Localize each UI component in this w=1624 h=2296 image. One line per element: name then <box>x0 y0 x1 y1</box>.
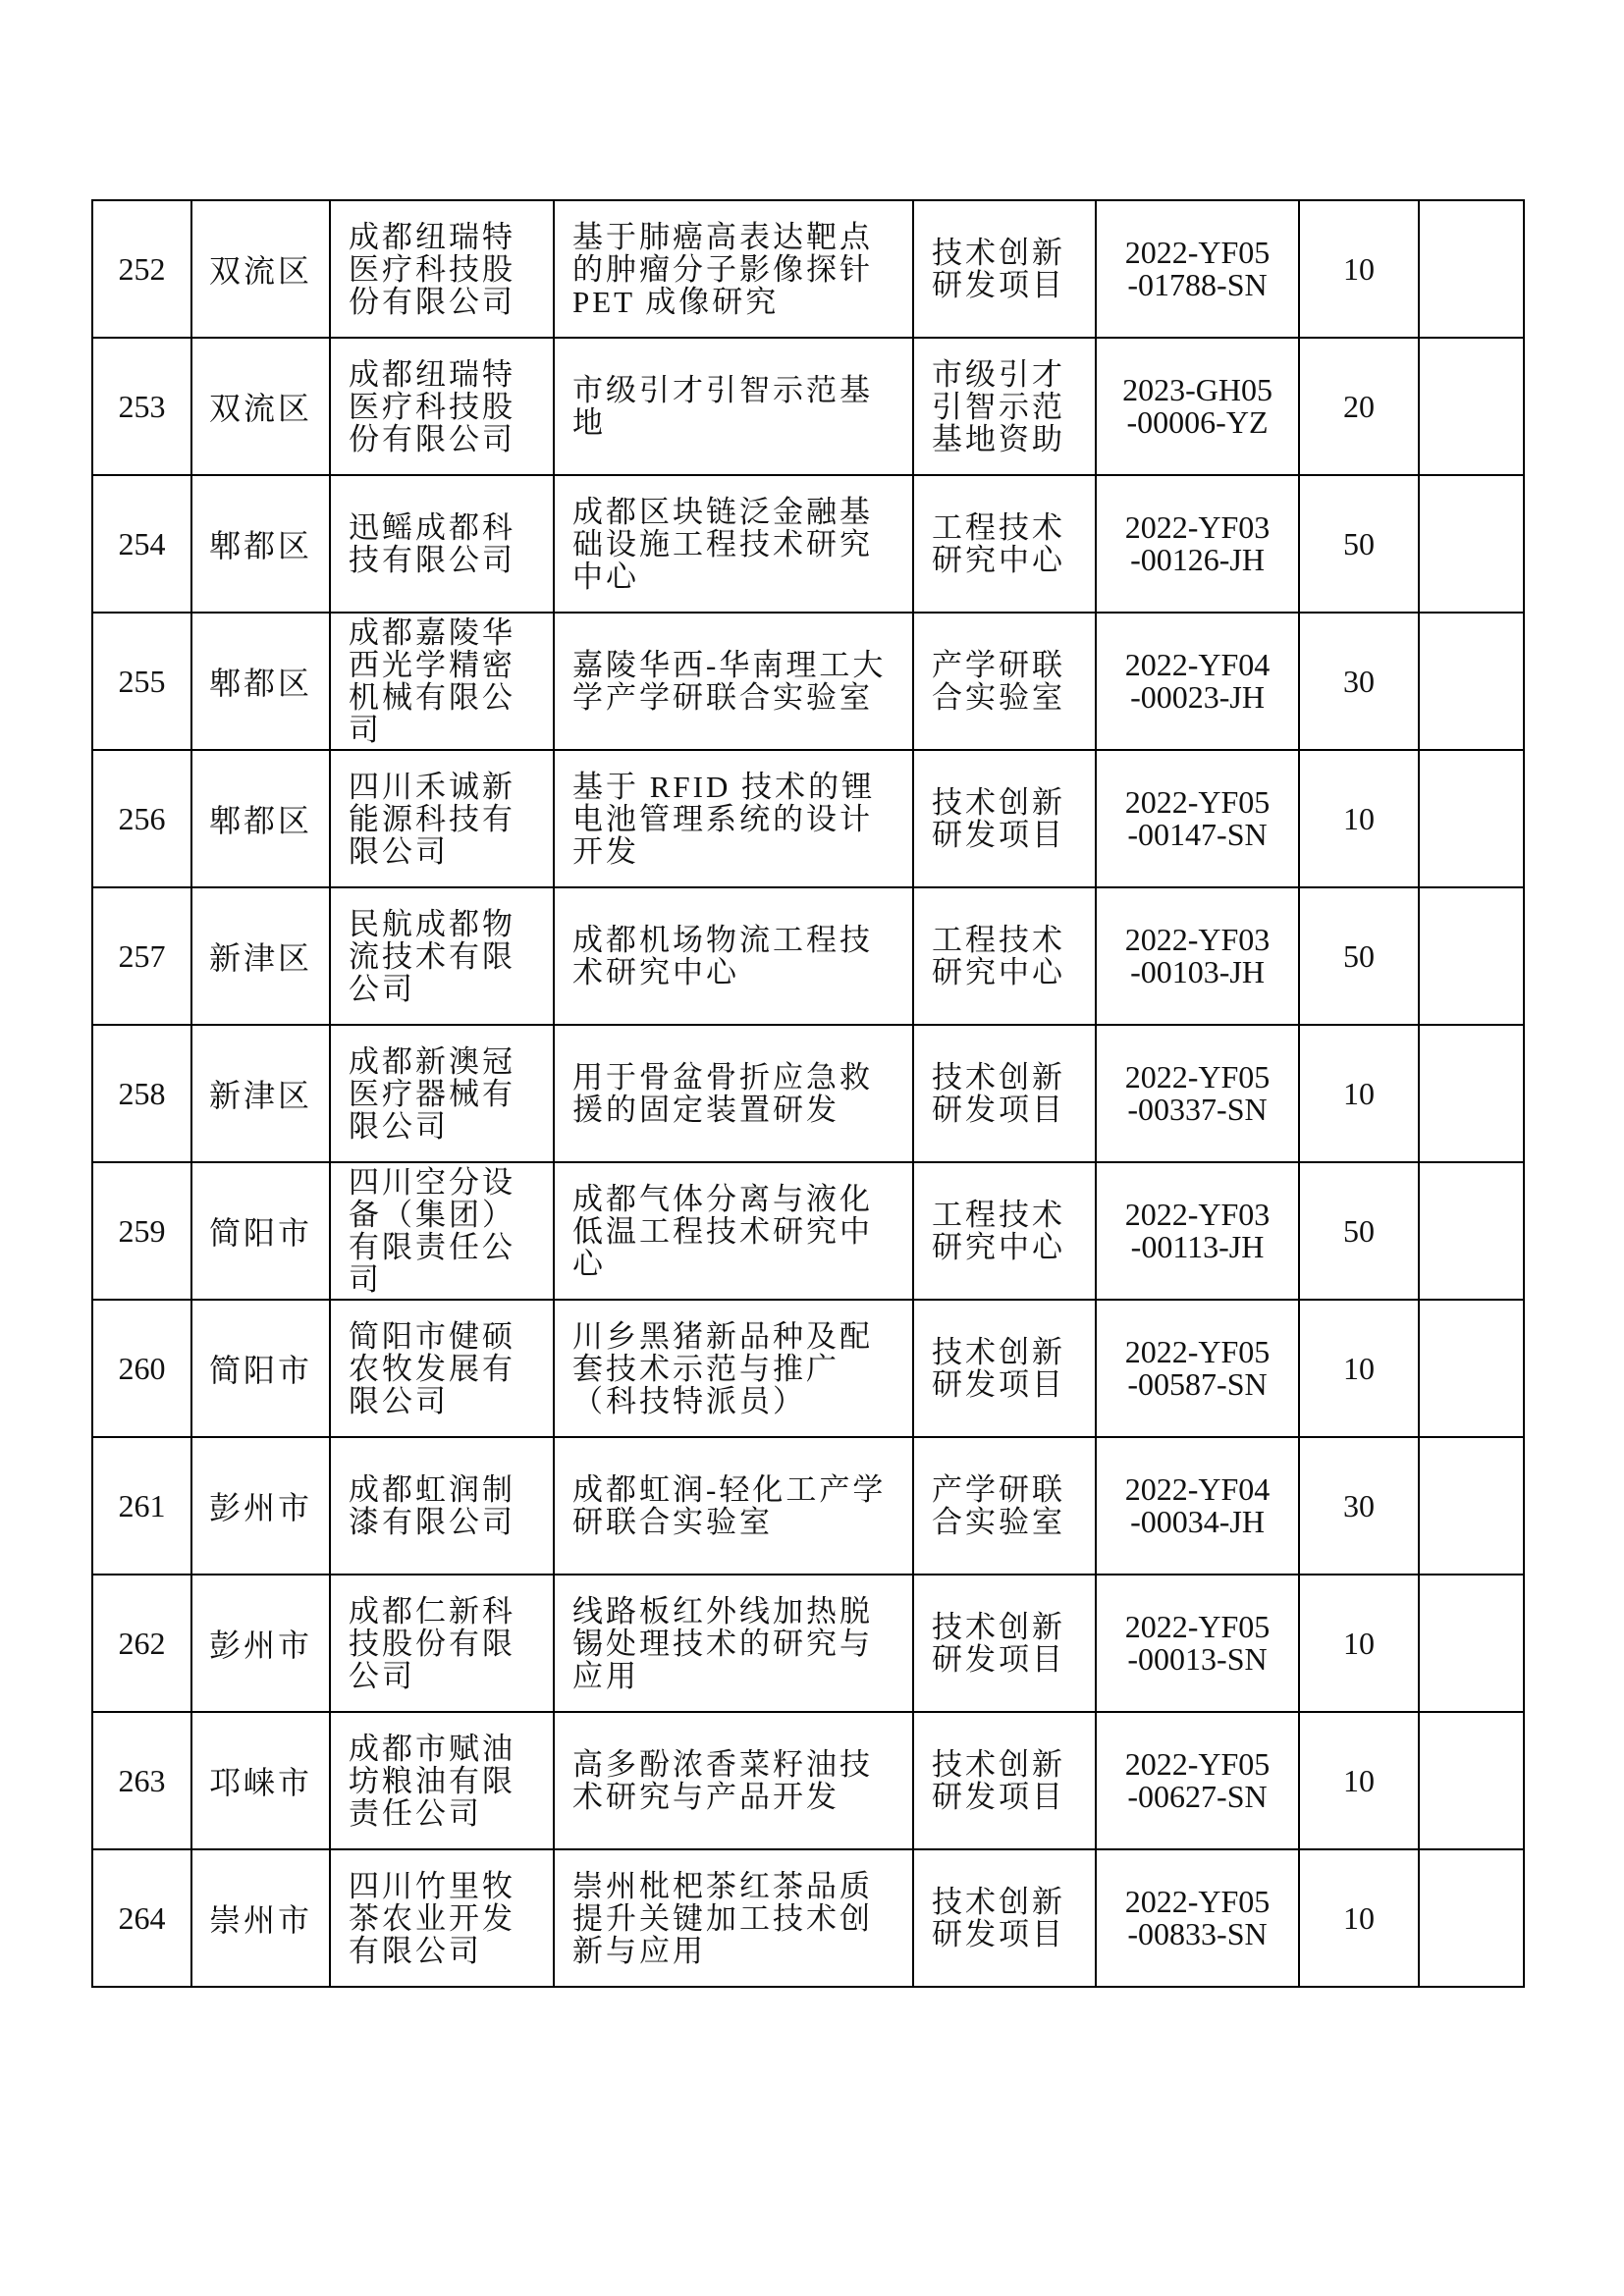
project-code-part-2: -00126-JH <box>1130 542 1265 577</box>
company-name: 成都仁新科技股份有限公司 <box>349 1593 515 1693</box>
project-code-part-1: 2022-YF05 <box>1124 1746 1271 1782</box>
company-cell <box>330 475 554 613</box>
company-cell <box>330 1712 554 1849</box>
company-cell <box>330 750 554 887</box>
table-row <box>92 1162 1524 1300</box>
project-name: 高多酚浓香菜籽油技术研究与产品开发 <box>572 1747 873 1814</box>
project-type-cell <box>913 887 1096 1025</box>
project-type-cell <box>913 200 1096 338</box>
district-name: 郫都区 <box>208 666 312 701</box>
remarks-cell <box>1419 1712 1524 1849</box>
project-type: 技术创新研发项目 <box>932 1060 1065 1127</box>
district-name: 双流区 <box>208 253 312 289</box>
project-type-cell <box>913 1300 1096 1437</box>
row-number: 259 <box>118 1212 166 1249</box>
project-code-part-1: 2022-YF05 <box>1124 1059 1271 1095</box>
project-name: 成都气体分离与液化低温工程技术研究中心 <box>572 1181 873 1281</box>
district-name: 彭州市 <box>208 1490 312 1525</box>
row-number: 252 <box>118 250 166 287</box>
funding-amount: 10 <box>1343 1350 1375 1386</box>
district-name: 双流区 <box>208 391 312 426</box>
funding-amount: 30 <box>1343 1487 1375 1523</box>
company-cell <box>330 613 554 750</box>
company-cell <box>330 338 554 475</box>
company-name: 成都虹润制漆有限公司 <box>349 1472 515 1539</box>
project-type-cell <box>913 1712 1096 1849</box>
row-number: 255 <box>118 663 166 699</box>
district-cell <box>191 1849 330 1987</box>
company-name: 四川竹里牧茶农业开发有限公司 <box>349 1868 515 1968</box>
project-type: 技术创新研发项目 <box>932 1335 1065 1402</box>
project-type-cell <box>913 338 1096 475</box>
project-name: 崇州枇杷茶红茶品质提升关键加工技术创新与应用 <box>572 1868 873 1968</box>
funding-amount-cell <box>1299 200 1419 338</box>
project-code-part-1: 2022-YF04 <box>1124 647 1271 682</box>
funding-amount-cell <box>1299 1712 1419 1849</box>
row-number-cell <box>92 338 191 475</box>
remarks-cell <box>1419 1437 1524 1575</box>
project-code-part-2: -00833-SN <box>1127 1916 1268 1951</box>
table-row <box>92 1437 1524 1575</box>
remarks-cell <box>1419 1300 1524 1437</box>
table-row <box>92 887 1524 1025</box>
project-code-part-1: 2022-YF05 <box>1124 1884 1271 1919</box>
project-name: 基于 RFID 技术的锂电池管理系统的设计开发 <box>572 769 876 869</box>
project-funding-table <box>91 199 1525 1988</box>
remarks-cell <box>1419 338 1524 475</box>
district-name: 邛崃市 <box>208 1765 312 1800</box>
project-type: 技术创新研发项目 <box>932 1610 1065 1677</box>
row-number-cell <box>92 200 191 338</box>
document-page <box>91 199 1525 1988</box>
district-name: 郫都区 <box>208 803 312 838</box>
row-number: 260 <box>118 1350 166 1386</box>
project-name: 成都机场物流工程技术研究中心 <box>572 923 873 989</box>
project-name: 嘉陵华西-华南理工大学产学研联合实验室 <box>572 648 887 715</box>
project-type: 技术创新研发项目 <box>932 236 1065 302</box>
table-row <box>92 338 1524 475</box>
project-code-cell <box>1096 475 1299 613</box>
company-name: 四川空分设备（集团）有限责任公司 <box>349 1165 515 1297</box>
project-cell <box>554 1025 913 1162</box>
funding-amount: 10 <box>1343 1075 1375 1111</box>
district-cell <box>191 613 330 750</box>
funding-amount-cell <box>1299 475 1419 613</box>
district-name: 新津区 <box>208 1078 312 1113</box>
remarks-cell <box>1419 1025 1524 1162</box>
district-cell <box>191 1575 330 1712</box>
remarks-cell <box>1419 887 1524 1025</box>
district-cell <box>191 1437 330 1575</box>
project-code-part-2: -01788-SN <box>1127 267 1268 302</box>
funding-amount: 10 <box>1343 1762 1375 1798</box>
remarks-cell <box>1419 613 1524 750</box>
table-row <box>92 1712 1524 1849</box>
row-number-cell <box>92 475 191 613</box>
project-code-part-2: -00023-JH <box>1130 679 1265 715</box>
project-code-cell <box>1096 1025 1299 1162</box>
table-row <box>92 750 1524 887</box>
table-row <box>92 1300 1524 1437</box>
funding-amount-cell <box>1299 1575 1419 1712</box>
district-cell <box>191 1025 330 1162</box>
remarks-cell <box>1419 475 1524 613</box>
project-code-cell <box>1096 1162 1299 1300</box>
company-name: 成都嘉陵华西光学精密机械有限公司 <box>349 615 515 747</box>
project-name: 基于肺癌高表达靶点的肿瘤分子影像探针PET 成像研究 <box>572 219 873 319</box>
row-number: 253 <box>118 388 166 424</box>
project-code-part-2: -00006-YZ <box>1126 404 1269 440</box>
row-number-cell <box>92 750 191 887</box>
project-code-part-2: -00337-SN <box>1127 1092 1268 1127</box>
remarks-cell <box>1419 1162 1524 1300</box>
funding-amount: 50 <box>1343 1212 1375 1249</box>
project-cell <box>554 338 913 475</box>
project-cell <box>554 750 913 887</box>
remarks-cell <box>1419 200 1524 338</box>
project-code-part-1: 2022-YF04 <box>1124 1471 1271 1507</box>
project-code-part-1: 2022-YF05 <box>1124 1609 1271 1644</box>
project-type: 市级引才引智示范基地资助 <box>932 356 1065 456</box>
project-type-cell <box>913 750 1096 887</box>
row-number-cell <box>92 1712 191 1849</box>
funding-amount-cell <box>1299 750 1419 887</box>
project-code-part-1: 2022-YF03 <box>1124 1197 1271 1232</box>
company-name: 成都新澳冠医疗器械有限公司 <box>349 1043 515 1144</box>
district-cell <box>191 887 330 1025</box>
remarks-cell <box>1419 1849 1524 1987</box>
project-type-cell <box>913 475 1096 613</box>
company-cell <box>330 1575 554 1712</box>
district-name: 简阳市 <box>208 1215 312 1251</box>
project-code-cell <box>1096 200 1299 338</box>
project-type: 工程技术研究中心 <box>932 510 1065 577</box>
project-cell <box>554 1712 913 1849</box>
project-code-cell <box>1096 1849 1299 1987</box>
row-number: 254 <box>118 525 166 561</box>
funding-amount: 50 <box>1343 525 1375 561</box>
district-cell <box>191 200 330 338</box>
project-cell <box>554 200 913 338</box>
district-cell <box>191 1712 330 1849</box>
project-type-cell <box>913 1849 1096 1987</box>
project-type: 技术创新研发项目 <box>932 1747 1065 1814</box>
row-number: 263 <box>118 1762 166 1798</box>
project-cell <box>554 1437 913 1575</box>
project-code-part-1: 2023-GH05 <box>1122 372 1272 407</box>
project-cell <box>554 1849 913 1987</box>
project-type-cell <box>913 613 1096 750</box>
district-cell <box>191 1300 330 1437</box>
funding-amount-cell <box>1299 1437 1419 1575</box>
district-name: 崇州市 <box>208 1902 312 1938</box>
project-cell <box>554 887 913 1025</box>
project-code-part-2: -00013-SN <box>1127 1641 1268 1677</box>
district-cell <box>191 338 330 475</box>
company-cell <box>330 1300 554 1437</box>
project-code-part-2: -00103-JH <box>1130 954 1265 989</box>
company-cell <box>330 1162 554 1300</box>
project-type: 产学研联合实验室 <box>932 648 1065 715</box>
funding-amount-cell <box>1299 1849 1419 1987</box>
row-number-cell <box>92 1575 191 1712</box>
project-cell <box>554 1300 913 1437</box>
company-cell <box>330 887 554 1025</box>
district-cell <box>191 1162 330 1300</box>
table-body <box>92 200 1524 1987</box>
company-cell <box>330 1025 554 1162</box>
company-name: 成都纽瑞特医疗科技股份有限公司 <box>349 219 515 319</box>
row-number-cell <box>92 1437 191 1575</box>
project-code-cell <box>1096 750 1299 887</box>
project-code-part-1: 2022-YF05 <box>1124 784 1271 820</box>
table-row <box>92 200 1524 338</box>
project-code-part-2: -00034-JH <box>1130 1504 1265 1539</box>
funding-amount: 50 <box>1343 937 1375 974</box>
row-number: 256 <box>118 800 166 836</box>
project-code-cell <box>1096 338 1299 475</box>
project-type: 产学研联合实验室 <box>932 1472 1065 1539</box>
project-cell <box>554 613 913 750</box>
funding-amount: 10 <box>1343 1625 1375 1661</box>
table-row <box>92 1025 1524 1162</box>
project-code-part-1: 2022-YF03 <box>1124 509 1271 545</box>
funding-amount-cell <box>1299 1300 1419 1437</box>
table-row <box>92 1849 1524 1987</box>
project-code-cell <box>1096 1437 1299 1575</box>
company-cell <box>330 1437 554 1575</box>
project-name: 成都区块链泛金融基础设施工程技术研究中心 <box>572 494 873 594</box>
project-code-part-1: 2022-YF03 <box>1124 922 1271 957</box>
project-code-part-2: -00587-SN <box>1127 1366 1268 1402</box>
project-type-cell <box>913 1025 1096 1162</box>
project-type: 技术创新研发项目 <box>932 1885 1065 1951</box>
project-code-cell <box>1096 887 1299 1025</box>
row-number-cell <box>92 1025 191 1162</box>
district-name: 新津区 <box>208 940 312 976</box>
district-cell <box>191 750 330 887</box>
row-number: 257 <box>118 937 166 974</box>
funding-amount: 10 <box>1343 250 1375 287</box>
project-name: 成都虹润-轻化工产学研联合实验室 <box>572 1472 887 1539</box>
project-type-cell <box>913 1575 1096 1712</box>
company-name: 简阳市健硕农牧发展有限公司 <box>349 1318 515 1418</box>
row-number-cell <box>92 1300 191 1437</box>
district-name: 郫都区 <box>208 528 312 563</box>
row-number: 262 <box>118 1625 166 1661</box>
company-name: 民航成都物流技术有限公司 <box>349 906 515 1006</box>
remarks-cell <box>1419 750 1524 887</box>
remarks-cell <box>1419 1575 1524 1712</box>
project-code-part-2: -00627-SN <box>1127 1779 1268 1814</box>
row-number: 264 <box>118 1899 166 1936</box>
funding-amount-cell <box>1299 887 1419 1025</box>
row-number: 258 <box>118 1075 166 1111</box>
company-name: 成都纽瑞特医疗科技股份有限公司 <box>349 356 515 456</box>
project-type: 工程技术研究中心 <box>932 923 1065 989</box>
project-code-part-1: 2022-YF05 <box>1124 235 1271 270</box>
project-type: 工程技术研究中心 <box>932 1198 1065 1264</box>
project-code-part-2: -00147-SN <box>1127 817 1268 852</box>
table-row <box>92 475 1524 613</box>
company-cell <box>330 200 554 338</box>
project-code-cell <box>1096 1300 1299 1437</box>
row-number-cell <box>92 613 191 750</box>
project-name: 川乡黑猪新品种及配套技术示范与推广（科技特派员） <box>572 1318 873 1418</box>
project-name: 线路板红外线加热脱锡处理技术的研究与应用 <box>572 1593 873 1693</box>
funding-amount-cell <box>1299 1025 1419 1162</box>
funding-amount-cell <box>1299 338 1419 475</box>
project-code-cell <box>1096 613 1299 750</box>
district-name: 简阳市 <box>208 1353 312 1388</box>
row-number-cell <box>92 1849 191 1987</box>
project-name: 市级引才引智示范基地 <box>572 373 873 440</box>
company-cell <box>330 1849 554 1987</box>
project-code-cell <box>1096 1712 1299 1849</box>
table-row <box>92 613 1524 750</box>
row-number-cell <box>92 887 191 1025</box>
funding-amount-cell <box>1299 613 1419 750</box>
row-number: 261 <box>118 1487 166 1523</box>
company-name: 四川禾诚新能源科技有限公司 <box>349 769 515 869</box>
table-row <box>92 1575 1524 1712</box>
row-number-cell <box>92 1162 191 1300</box>
project-cell <box>554 1575 913 1712</box>
project-type-cell <box>913 1162 1096 1300</box>
project-code-part-2: -00113-JH <box>1130 1229 1265 1264</box>
company-name: 迅鳐成都科技有限公司 <box>349 510 515 577</box>
project-name: 用于骨盆骨折应急救援的固定装置研发 <box>572 1060 873 1127</box>
project-code-cell <box>1096 1575 1299 1712</box>
funding-amount: 10 <box>1343 800 1375 836</box>
district-cell <box>191 475 330 613</box>
funding-amount: 20 <box>1343 388 1375 424</box>
funding-amount-cell <box>1299 1162 1419 1300</box>
company-name: 成都市赋油坊粮油有限责任公司 <box>349 1731 515 1831</box>
project-type-cell <box>913 1437 1096 1575</box>
district-name: 彭州市 <box>208 1628 312 1663</box>
project-cell <box>554 475 913 613</box>
funding-amount: 30 <box>1343 663 1375 699</box>
project-type: 技术创新研发项目 <box>932 785 1065 852</box>
project-cell <box>554 1162 913 1300</box>
project-code-part-1: 2022-YF05 <box>1124 1334 1271 1369</box>
funding-amount: 10 <box>1343 1899 1375 1936</box>
